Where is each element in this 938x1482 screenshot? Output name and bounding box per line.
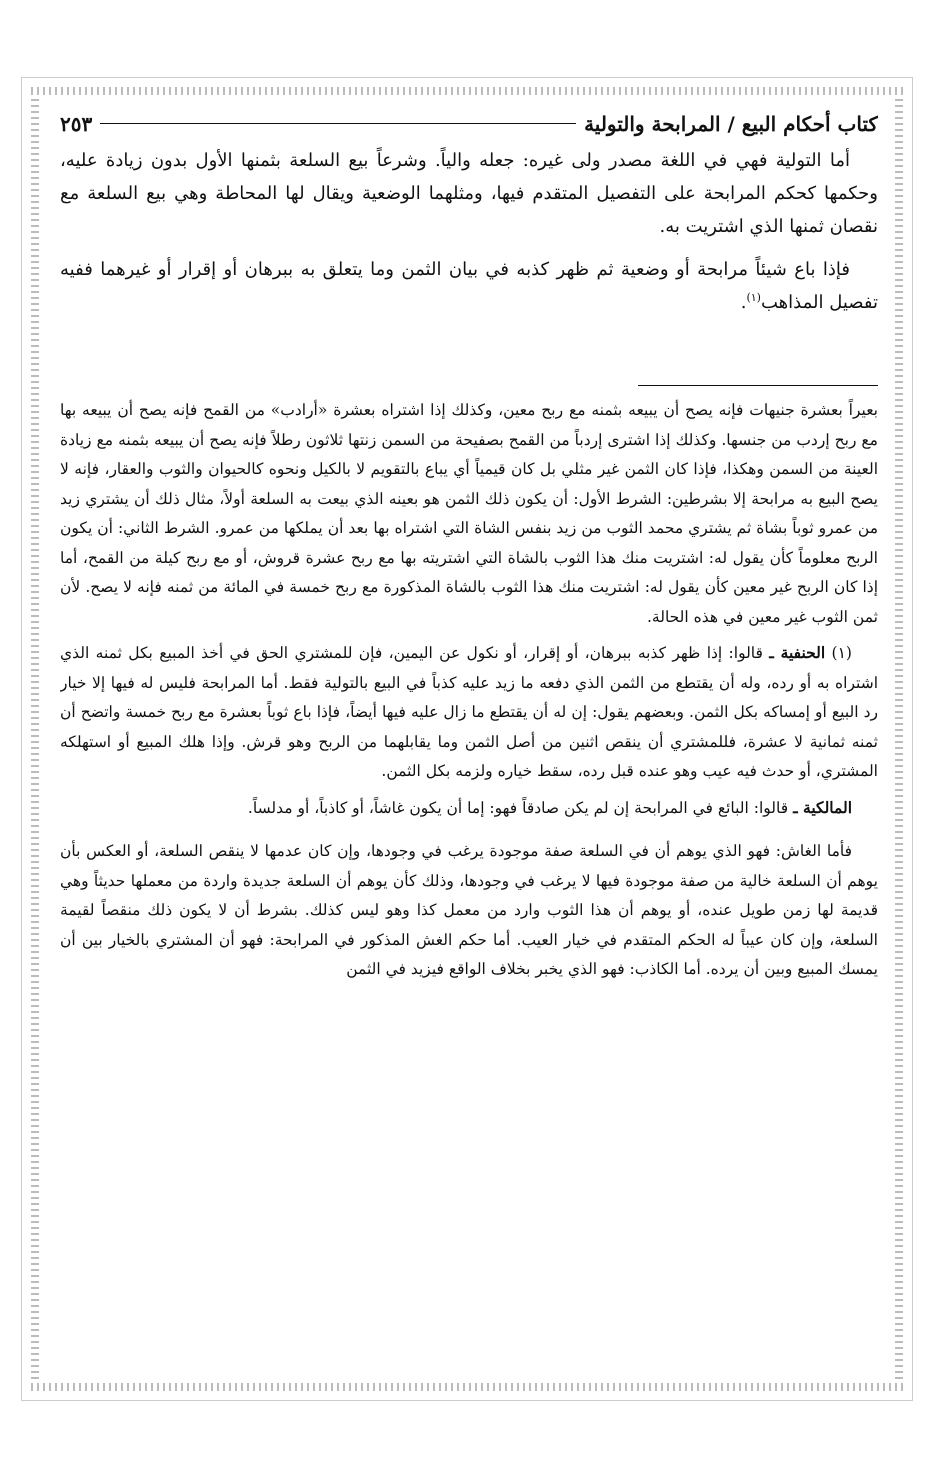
- footnote-separator: [638, 385, 878, 386]
- page-number: ٢٥٣: [60, 112, 93, 136]
- main-text: [60, 144, 878, 319]
- chapter-title: كتاب أحكام البيع / المرابحة والتولية: [584, 112, 878, 136]
- paragraph-tawliya: أما التولية فهي في اللغة مصدر ولى غيره: جعله والياً. وشرعاً بيع السلعة بثمنها الأول بدون زيادة عليه، وحكمها كحكم المرابحة على التفصيل المتقدم فيها، ومثلهما الوضعية ويقال لها المحاطة وهي بيع السلعة مع نقصان ثمنها الذي اشتريت به.: [60, 150, 878, 237]
- footnote-continuation: بعيراً بعشرة جنيهات فإنه يصح أن يبيعه بثمنه مع ربح معين، وكذلك إذا اشتراه بعشرة «أرادب» من القمح فإنه يصح أن يبيعه بها مع ربح إردب من جنسها. وكذلك إذا اشترى إردباً من القمح بصفيحة من السمن زنتها ثلاثون رطلاً فإنه يصح أن يبيعه بثمنه مع زيادة العينة من السمن وهكذا، فإذا كان الثمن غير مثلي بل كان قيمياً أي يباع بالتقويم لا بالكيل ونحوه كالحيوان والثوب والعقار، فإنه لا يصح البيع به مرابحة إلا بشرطين: الشرط الأول: أن يكون ذلك الثمن هو بعينه الذي بيعت به السلعة أولاً، مثال ذلك أن يشتري زيد من عمرو ثوباً بشاة ثم يشتري محمد الثوب من زيد بنفس الشاة التي اشتراه بها بعد أن يملكها من عمرو. الشرط الثاني: أن يكون الربح معلوماً كأن يقول له: اشتريت منك هذا الثوب بالشاة التي اشتريته بها مع ربح عشرة قروش، أو مع ربح كيلة من القمح، أما إذا كان الربح غير معين كأن يقول له: اشتريت منك هذا الثوب بالشاة المذكورة مع ربح خمسة في المائة من ثمنه فإنه لا يصح. لأن ثمن الثوب غير معين في هذه الحالة.: [60, 401, 878, 626]
- madhhab-label-hanafi: الحنفية ـ: [769, 643, 826, 662]
- paragraph-end: .: [740, 292, 747, 313]
- running-header: [60, 110, 878, 144]
- footnote-hanafi: [60, 638, 878, 787]
- footnote-number: (١): [831, 644, 852, 662]
- footnote-maliki: [60, 793, 878, 824]
- footnote-hanafi-text: قالوا: إذا ظهر كذبه ببرهان، أو إقرار، أو نكول عن اليمين، فإن للمشتري الحق في أخذ المبيع بكل ثمنه الذي اشتراه به أو رده، وله أن يقتطع من الثمن الذي دفعه ما زيد عليه كذباً في البيع بالتولية فقط. أما المرابحة فليس له فيها إلا خيار رد البيع أو إمساكه بكل الثمن. وبعضهم يقول: إن له أن يقتطع ما زال عليه فيها أيضاً، فإذا باع ثوباً بعشرة مع ربح خمسة واتضح أن ثمنه ثمانية لا عشرة، فللمشتري أن ينقص اثنين من أصل الثمن وما يقابلهما من الربح وهو قرش. وإذا هلك المبيع أو استهلكه المشتري، أو حدث فيه عيب وهو عنده قبل رده، سقط خياره ولزمه بكل الثمن.: [60, 644, 878, 780]
- spacer: [60, 829, 878, 837]
- paragraph-false-claim: [60, 253, 878, 319]
- footnote-maliki-text: قالوا: البائع في المرابحة إن لم يكن صادقاً فهو: إما أن يكون غاشاً، أو كاذباً، أو مدلساً.: [247, 798, 789, 817]
- book-page: [60, 110, 878, 1370]
- footnote-ghash: فأما الغاش: فهو الذي يوهم أن في السلعة صفة موجودة يرغب في وجودها، وإن كان عدمها لا ينقص السلعة، أو العكس بأن يوهم أن السلعة خالية من صفة موجودة فيها لا يرغب في وجودها، وذلك كأن يوهم أن السلعة جديدة واردة من معملها حديثاً وهي قديمة لها زمن طويل عنده، أو يوهم أن هذا الثوب وارد من معمل كذا وهو ليس كذلك. بشرط أن لا يكون ذلك منقصاً لقيمة السلعة، وإن كان عيباً له الحكم المتقدم في خيار العيب. أما حكم الغش المذكور في المرابحة: فهو أن المشتري بالخيار بين أن يمسك المبيع وبين أن يرده. أما الكاذب: فهو الذي يخبر بخلاف الواقع فيزيد في الثمن: [60, 842, 878, 978]
- madhhab-label-maliki: المالكية ـ: [793, 797, 852, 817]
- paragraph-false-claim-text: فإذا باع شيئاً مرابحة أو وضعية ثم ظهر كذبه في بيان الثمن وما يتعلق به ببرهان أو إقرار أو غيرهما ففيه تفصيل المذاهب: [60, 259, 878, 313]
- footnote-ref: (١): [746, 291, 761, 304]
- header-rule: [100, 123, 576, 124]
- footnotes: [60, 396, 878, 985]
